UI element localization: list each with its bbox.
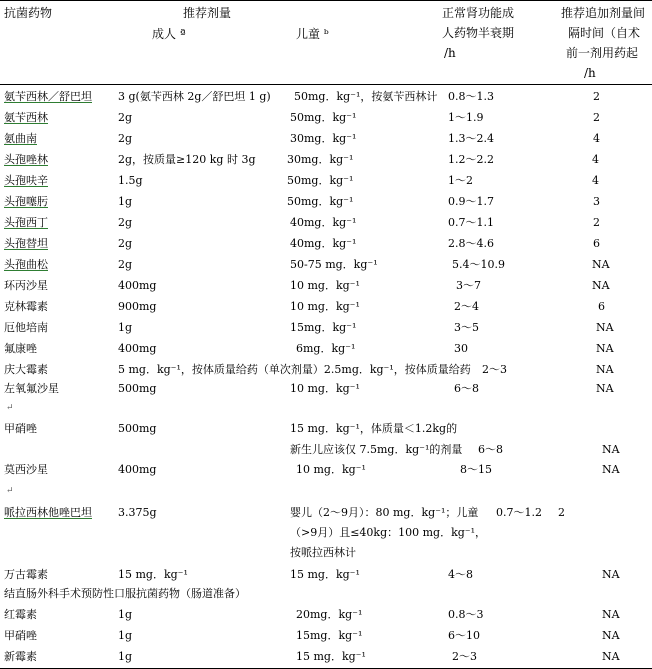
child-dose: 50mg．kg⁻¹，按氨苄西林计 bbox=[294, 90, 438, 103]
adult-dose: 1g bbox=[118, 650, 133, 663]
redose-interval: NA bbox=[602, 568, 620, 581]
adult-dose: 2g bbox=[118, 216, 133, 229]
header-redose-4: /h bbox=[584, 66, 596, 80]
drug-name: 头孢曲松 bbox=[4, 258, 48, 271]
half-life: 3～5 bbox=[454, 321, 479, 334]
adult-dose: 2g bbox=[118, 237, 133, 250]
half-life: 0.8～1.3 bbox=[448, 90, 494, 103]
child-dose: 50mg．kg⁻¹ bbox=[287, 195, 354, 208]
half-life: 2.8～4.6 bbox=[448, 237, 494, 250]
child-dose-line-3: 按哌拉西林计 bbox=[290, 546, 356, 559]
drug-name: 厄他培南 bbox=[4, 321, 48, 334]
redose-interval: 2 bbox=[593, 90, 600, 103]
header-halflife-3: /h bbox=[444, 46, 456, 60]
child-dose: 20mg．kg⁻¹ bbox=[296, 608, 363, 621]
header-halflife-1: 正常肾功能成 bbox=[442, 6, 515, 20]
redose-interval: NA bbox=[602, 463, 620, 476]
child-dose-line-2: 新生儿应该仅 7.5mg．kg⁻¹的剂量 bbox=[290, 443, 463, 456]
redose-interval: NA bbox=[602, 629, 620, 642]
section-title: 结直肠外科手术预防性口服抗菌药物（肠道准备） bbox=[4, 587, 246, 600]
redose-interval: NA bbox=[596, 321, 614, 334]
header-dose: 推荐剂量 bbox=[183, 6, 232, 20]
drug-name: 万古霉素 bbox=[4, 568, 48, 581]
drug-name: 庆大霉素 bbox=[4, 363, 48, 376]
drug-name: 头孢噻肟 bbox=[4, 195, 48, 208]
half-life: 2～4 bbox=[454, 300, 479, 313]
redose-interval: 4 bbox=[592, 153, 599, 166]
adult-dose: 1.5g bbox=[118, 174, 143, 187]
adult-dose: 400mg bbox=[118, 342, 157, 355]
child-dose: 10 mg．kg⁻¹ bbox=[290, 300, 360, 313]
redose-interval: 2 bbox=[593, 216, 600, 229]
drug-name: 氨苄西林 bbox=[4, 111, 48, 124]
adult-dose: 1g bbox=[118, 321, 133, 334]
adult-dose: 500mg bbox=[118, 382, 157, 395]
child-dose: 30mg．kg⁻¹ bbox=[290, 132, 357, 145]
child-dose: 6mg．kg⁻¹ bbox=[296, 342, 356, 355]
adult-dose: 400mg bbox=[118, 463, 157, 476]
child-dose: 40mg．kg⁻¹ bbox=[290, 216, 357, 229]
redose-interval: NA bbox=[602, 608, 620, 621]
adult-dose: 15 mg．kg⁻¹ bbox=[118, 568, 188, 581]
child-dose: 婴儿（2～9月）：80 mg．kg⁻¹；儿童 bbox=[290, 506, 479, 519]
header-redose-1: 推荐追加剂量间 bbox=[561, 6, 646, 20]
half-life: 1～1.9 bbox=[448, 111, 484, 124]
drug-name: 环丙沙星 bbox=[4, 279, 48, 292]
redose-interval: 2 bbox=[593, 111, 600, 124]
drug-name: 头孢呋辛 bbox=[4, 174, 48, 187]
redose-interval: 4 bbox=[593, 132, 600, 145]
half-life: 6～10 bbox=[448, 629, 480, 642]
table-top-border bbox=[0, 0, 652, 1]
half-life: 4～8 bbox=[448, 568, 473, 581]
half-life: 8～15 bbox=[460, 463, 492, 476]
half-life: 5.4～10.9 bbox=[452, 258, 505, 271]
header-redose-2: 隔时间（自术 bbox=[568, 26, 641, 40]
child-dose: 10 mg．kg⁻¹ bbox=[290, 279, 360, 292]
child-dose: 15mg．kg⁻¹ bbox=[290, 321, 357, 334]
drug-name: 头孢西丁 bbox=[4, 216, 48, 229]
child-dose: 40mg．kg⁻¹ bbox=[290, 237, 357, 250]
half-life: 2～3 bbox=[482, 363, 507, 376]
adult-dose: 900mg bbox=[118, 300, 157, 313]
adult-dose: 3 g(氨苄西林 2g／舒巴坦 1 g) bbox=[118, 90, 271, 103]
child-dose: 50-75 mg．kg⁻¹ bbox=[290, 258, 378, 271]
redose-interval: NA bbox=[602, 443, 620, 456]
adult-dose: 2g bbox=[118, 132, 133, 145]
half-life: 2～3 bbox=[452, 650, 477, 663]
child-dose-line-2: （>9月）且≤40kg：100 mg．kg⁻¹， bbox=[290, 526, 487, 539]
redose-interval: NA bbox=[602, 650, 620, 663]
drug-name: 莫西沙星 bbox=[4, 463, 48, 476]
drug-name: 头孢替坦 bbox=[4, 237, 48, 250]
header-halflife-2: 人药物半衰期 bbox=[442, 26, 515, 40]
child-dose: 15 mg．kg⁻¹ bbox=[290, 568, 360, 581]
header-drug: 抗菌药物 bbox=[4, 6, 53, 20]
half-life: 6～8 bbox=[454, 382, 479, 395]
adult-dose: 2g，按质量≥120 kg 时 3g bbox=[118, 153, 256, 166]
child-dose: 50mg．kg⁻¹ bbox=[290, 111, 357, 124]
adult-dose: 500mg bbox=[118, 422, 157, 435]
child-dose: 15 mg．kg⁻¹ bbox=[296, 650, 366, 663]
drug-name: 克林霉素 bbox=[4, 300, 48, 313]
header-adult: 成人 ª bbox=[152, 27, 186, 41]
redose-interval: NA bbox=[596, 363, 614, 376]
redose-interval: NA bbox=[596, 342, 614, 355]
redose-interval: NA bbox=[592, 279, 610, 292]
drug-name: 哌拉西林他唑巴坦 bbox=[4, 506, 92, 519]
drug-name: 氟康唑 bbox=[4, 342, 37, 355]
drug-name: 甲硝唑 bbox=[4, 422, 37, 435]
redose-interval: 6 bbox=[593, 237, 600, 250]
redose-interval: 4 bbox=[592, 174, 599, 187]
half-life: 0.8～3 bbox=[448, 608, 484, 621]
adult-dose: 1g bbox=[118, 629, 133, 642]
adult-dose: 400mg bbox=[118, 279, 157, 292]
half-life: 0.9～1.7 bbox=[448, 195, 494, 208]
adult-dose: 2g bbox=[118, 258, 133, 271]
redose-interval: NA bbox=[596, 382, 614, 395]
redose-interval: 3 bbox=[593, 195, 600, 208]
drug-name: 甲硝唑 bbox=[4, 629, 37, 642]
drug-name: 左氧氟沙星 bbox=[4, 382, 59, 395]
redose-interval: 6 bbox=[598, 300, 605, 313]
redose-interval: 2 bbox=[558, 506, 565, 519]
adult-dose: 1g bbox=[118, 195, 133, 208]
child-dose: 10 mg．kg⁻¹ bbox=[290, 382, 360, 395]
redose-interval: NA bbox=[592, 258, 610, 271]
drug-name: 新霉素 bbox=[4, 650, 37, 663]
half-life: 30 bbox=[454, 342, 468, 355]
half-life: 3～7 bbox=[456, 279, 481, 292]
paragraph-mark: ↵ bbox=[6, 403, 14, 413]
half-life: 1.2～2.2 bbox=[448, 153, 494, 166]
child-dose: 15 mg．kg⁻¹，体质量＜1.2kg的 bbox=[290, 422, 458, 435]
drug-name: 氨苄西林／舒巴坦 bbox=[4, 90, 92, 103]
paragraph-mark: ↵ bbox=[6, 486, 14, 496]
adult-dose: 1g bbox=[118, 608, 133, 621]
drug-name: 红霉素 bbox=[4, 608, 37, 621]
adult-dose: 2g bbox=[118, 111, 133, 124]
half-life: 0.7～1.1 bbox=[448, 216, 494, 229]
half-life: 6～8 bbox=[478, 443, 503, 456]
header-child: 儿童 ᵇ bbox=[296, 27, 329, 41]
header-bottom-border bbox=[0, 84, 652, 85]
child-dose: 30mg．kg⁻¹ bbox=[287, 153, 354, 166]
child-dose: 50mg．kg⁻¹ bbox=[287, 174, 354, 187]
child-dose: 15mg．kg⁻¹ bbox=[296, 629, 363, 642]
child-dose: 10 mg．kg⁻¹ bbox=[296, 463, 366, 476]
drug-name: 头孢唑林 bbox=[4, 153, 48, 166]
drug-name: 氨曲南 bbox=[4, 132, 37, 145]
half-life: 1.3～2.4 bbox=[448, 132, 494, 145]
half-life: 1～2 bbox=[448, 174, 473, 187]
adult-dose: 5 mg．kg⁻¹，按体质量给药（单次剂量）2.5mg．kg⁻¹，按体质量给药 bbox=[118, 363, 471, 376]
adult-dose: 3.375g bbox=[118, 506, 157, 519]
header-redose-3: 前一剂用药起 bbox=[566, 46, 639, 60]
half-life: 0.7～1.2 bbox=[496, 506, 542, 519]
